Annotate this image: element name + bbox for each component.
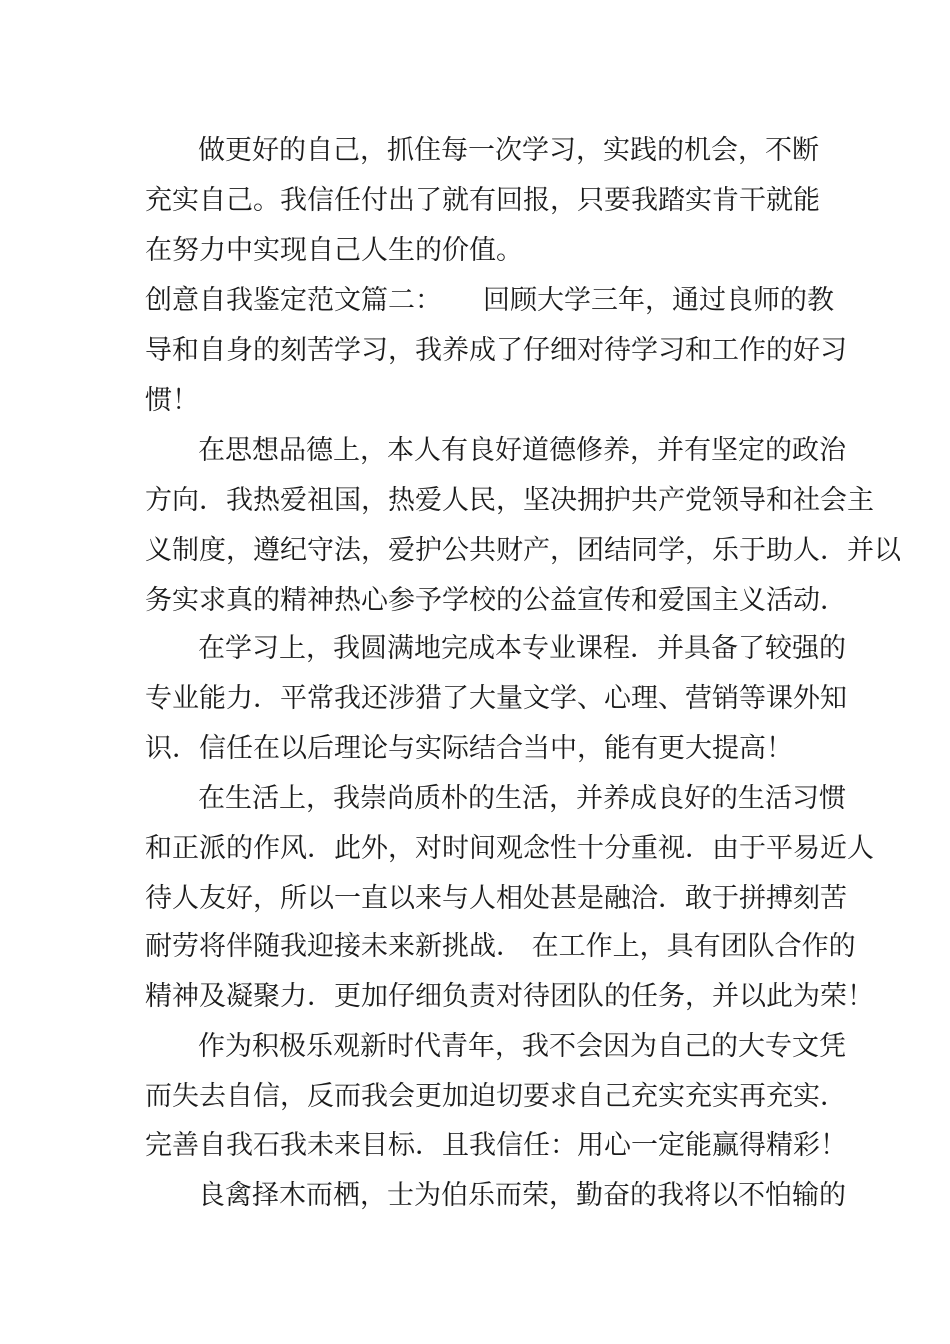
paragraph-line: 专业能力．平常我还涉猎了大量文学、心理、营销等课外知	[145, 683, 847, 714]
section-heading-label: 创意自我鉴定范文篇二：	[145, 285, 442, 316]
paragraph-line: 惯！	[145, 385, 199, 416]
paragraph-line: 义制度，遵纪守法，爱护公共财产，团结同学，乐于助人．并以	[145, 535, 901, 566]
paragraph-line: 待人友好，所以一直以来与人相处甚是融洽．敢于拼搏刻苦	[145, 883, 847, 914]
paragraph-line: 务实求真的精神热心参予学校的公益宣传和爱国主义活动．	[145, 585, 847, 616]
paragraph-line: 在生活上，我崇尚质朴的生活，并养成良好的生活习惯	[198, 783, 846, 814]
paragraph-line: 在学习上，我圆满地完成本专业课程．并具备了较强的	[198, 633, 846, 664]
paragraph-line: 充实自己。我信任付出了就有回报，只要我踏实肯干就能	[145, 185, 820, 216]
paragraph-line: 在努力中实现自己人生的价值。	[145, 235, 523, 266]
paragraph-line: 精神及凝聚力．更加仔细负责对待团队的任务，并以此为荣！	[145, 981, 874, 1012]
paragraph-line: 和正派的作风．此外，对时间观念性十分重视．由于平易近人	[145, 833, 874, 864]
paragraph-line: 而失去自信，反而我会更加迫切要求自己充实充实再充实．	[145, 1081, 847, 1112]
paragraph-line: 做更好的自己，抓住每一次学习，实践的机会，不断	[198, 135, 819, 166]
paragraph-line: 完善自我石我未来目标．且我信任：用心一定能赢得精彩！	[145, 1130, 847, 1161]
paragraph-line: 耐劳将伴随我迎接未来新挑战． 在工作上，具有团队合作的	[145, 931, 856, 962]
paragraph-line: 方向．我热爱祖国，热爱人民，坚决拥护共产党领导和社会主	[145, 485, 874, 516]
paragraph-line: 识．信任在以后理论与实际结合当中，能有更大提高！	[145, 733, 793, 764]
paragraph-line: 良禽择木而栖，士为伯乐而荣，勤奋的我将以不怕输的	[198, 1180, 846, 1211]
paragraph-line: 在思想品德上，本人有良好道德修养，并有坚定的政治	[198, 435, 846, 466]
paragraph-line: 作为积极乐观新时代青年，我不会因为自己的大专文凭	[198, 1031, 846, 1062]
section-heading	[145, 275, 834, 327]
paragraph-line: 导和自身的刻苦学习，我养成了仔细对待学习和工作的好习	[145, 335, 847, 366]
section-heading-text: 回顾大学三年，通过良师的教	[483, 285, 834, 316]
